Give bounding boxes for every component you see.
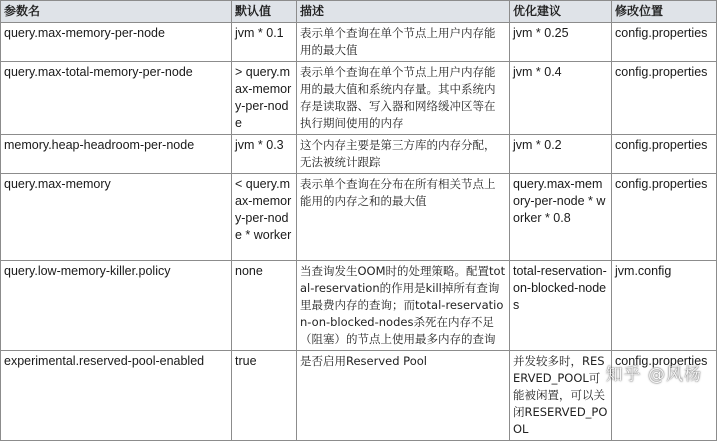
default-value-cell: jvm * 0.3	[232, 135, 297, 174]
table-row	[1, 351, 717, 441]
description-cell: 表示单个查询在单个节点上用户内存能用的最大值和系统内存量。其中系统内存是读取器、写入器和网络缓冲区等在执行期间使用的内存	[297, 62, 510, 135]
table-row	[1, 261, 717, 351]
default-value-cell: none	[232, 261, 297, 351]
suggestion-cell: query.max-memory-per-node * worker * 0.8	[510, 174, 612, 261]
default-value-cell: jvm * 0.1	[232, 23, 297, 62]
header-suggestion: 优化建议	[510, 1, 612, 23]
param-name-cell: experimental.reserved-pool-enabled	[1, 351, 232, 441]
default-value-cell: true	[232, 351, 297, 441]
param-name-cell: memory.heap-headroom-per-node	[1, 135, 232, 174]
header-param-name: 参数名	[1, 1, 232, 23]
suggestion-cell: jvm * 0.25	[510, 23, 612, 62]
description-cell: 当查询发生OOM时的处理策略。配置total-reservation的作用是kill掉所有查询里最费内存的查询；而total-reservation-on-blocked-nodes杀死在内存不足（阻塞）的节点上使用最多内存的查询	[297, 261, 510, 351]
description-cell: 表示单个查询在单个节点上用户内存能用的最大值	[297, 23, 510, 62]
table-row	[1, 23, 717, 62]
suggestion-cell: jvm * 0.2	[510, 135, 612, 174]
param-name-cell: query.max-memory	[1, 174, 232, 261]
suggestion-cell: jvm * 0.4	[510, 62, 612, 135]
default-value-cell: < query.max-memory-per-node * worker	[232, 174, 297, 261]
param-name-cell: query.max-total-memory-per-node	[1, 62, 232, 135]
suggestion-cell: 并发较多时，RESERVED_POOL可能被闲置，可以关闭RESERVED_POOL	[510, 351, 612, 441]
param-name-cell: query.max-memory-per-node	[1, 23, 232, 62]
header-default-value: 默认值	[232, 1, 297, 23]
default-value-cell: > query.max-memory-per-node	[232, 62, 297, 135]
description-cell: 表示单个查询在分布在所有相关节点上能用的内存之和的最大值	[297, 174, 510, 261]
header-location: 修改位置	[612, 1, 717, 23]
location-cell: config.properties	[612, 174, 717, 261]
location-cell: config.properties	[612, 23, 717, 62]
location-cell: config.properties	[612, 351, 717, 441]
suggestion-cell: total-reservation-on-blocked-nodes	[510, 261, 612, 351]
table-row	[1, 62, 717, 135]
location-cell: config.properties	[612, 62, 717, 135]
location-cell: jvm.config	[612, 261, 717, 351]
location-cell: config.properties	[612, 135, 717, 174]
table-header-row	[1, 1, 717, 23]
header-description: 描述	[297, 1, 510, 23]
description-cell: 是否启用Reserved Pool	[297, 351, 510, 441]
table-row	[1, 174, 717, 261]
table-row	[1, 135, 717, 174]
param-name-cell: query.low-memory-killer.policy	[1, 261, 232, 351]
description-cell: 这个内存主要是第三方库的内存分配，无法被统计跟踪	[297, 135, 510, 174]
watermark: 知乎 @风杨	[605, 365, 702, 385]
